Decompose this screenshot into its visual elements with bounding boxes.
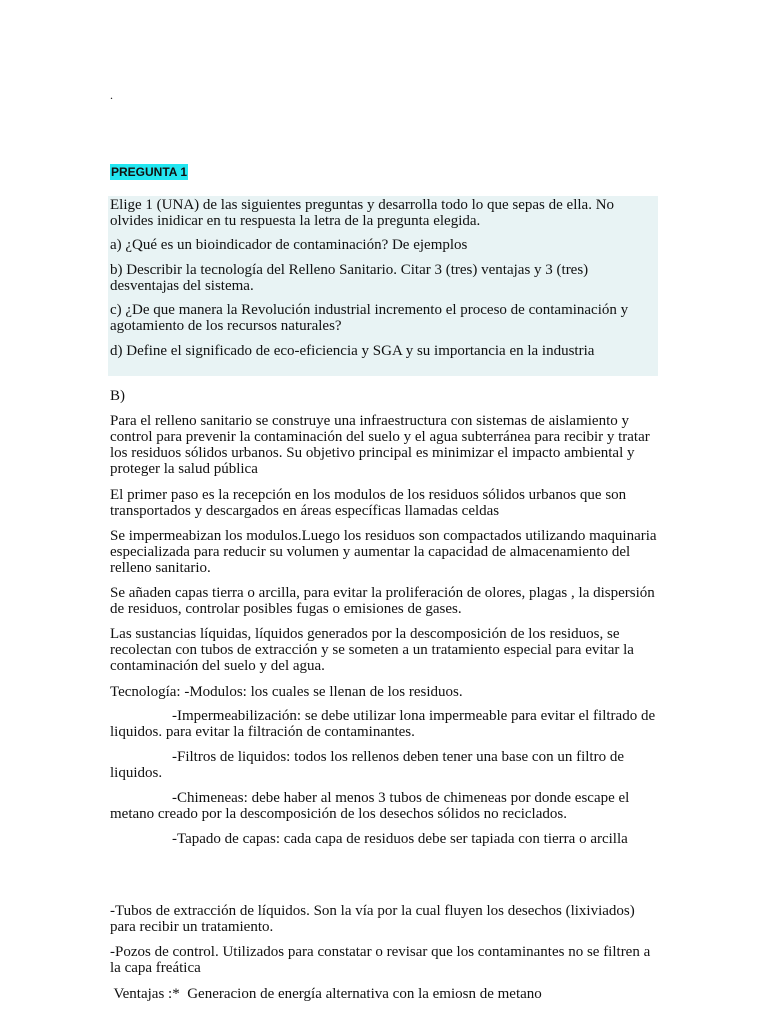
- answer-label: B): [110, 388, 125, 404]
- technology-item-tubos: -Tubos de extracción de líquidos. Son la vía por la cual fluyen los desechos (lixiviados) para recibir un tratamiento.: [110, 903, 635, 935]
- technology-item-pozos: -Pozos de control. Utilizados para constatar o revisar que los contaminantes no se filtren a la capa freática: [110, 944, 651, 976]
- technology-line: Tecnología: -Modulos: los cuales se llenan de los residuos.: [110, 684, 463, 700]
- answer-paragraph-1: Para el relleno sanitario se construye una infraestructura con sistemas de aislamiento y control para prevenir la contaminación del suelo y el agua subterránea para recibir y tratar los residuos sólidos urbanos. Su objetivo principal es minimizar el impacto ambiental y proteger la salud pública: [110, 413, 650, 477]
- question-b: b) Describir la tecnología del Relleno Sanitario. Citar 3 (tres) ventajas y 3 (tres) desventajas del sistema.: [110, 262, 589, 294]
- answer-paragraph-4: Se añaden capas tierra o arcilla, para evitar la proliferación de olores, plagas , la dispersión de residuos, controlar posibles fugas o emisiones de gases.: [110, 585, 655, 617]
- question-heading: PREGUNTA 1: [111, 165, 188, 179]
- ventajas-line: Ventajas :* Generacion de energía alternativa con la emiosn de metano: [110, 986, 542, 1002]
- technology-item-filtros: -Filtros de liquidos: todos los rellenos deben tener una base con un filtro de liquidos.: [110, 749, 624, 781]
- question-d: d) Define el significado de eco-eficiencia y SGA y su importancia en la industria: [110, 343, 595, 359]
- technology-item-impermeabilizacion: -Impermeabilización: se debe utilizar lona impermeable para evitar el filtrado de liquidos. para evitar la filtración de contaminantes.: [110, 708, 656, 740]
- question-a: a) ¿Qué es un bioindicador de contaminación? De ejemplos: [110, 237, 468, 253]
- technology-item-chimeneas: -Chimeneas: debe haber al menos 3 tubos de chimeneas por donde escape el metano creado por la descomposición de los desechos sólidos no reciclados.: [110, 790, 630, 822]
- technology-item-tapado: -Tapado de capas: cada capa de residuos debe ser tapiada con tierra o arcilla: [172, 831, 628, 847]
- answer-paragraph-2: El primer paso es la recepción en los modulos de los residuos sólidos urbanos que son transportados y descargados en áreas específicas llamadas celdas: [110, 487, 627, 519]
- questions-intro: Elige 1 (UNA) de las siguientes preguntas y desarrolla todo lo que sepas de ella. No olvides inidicar en tu respuesta la letra de la pregunta elegida.: [110, 197, 615, 229]
- answer-paragraph-5: Las sustancias líquidas, líquidos generados por la descomposición de los residuos, se recolectan con tubos de extracción y se someten a un tratamiento especial para evitar la contaminación del suelo y del agua.: [110, 626, 634, 674]
- stray-dot: .: [110, 88, 113, 102]
- answer-paragraph-3: Se impermeabizan los modulos.Luego los residuos son compactados utilizando maquinaria especializada para reducir su volumen y aumentar la capacidad de almacenamiento del relleno sanitario.: [110, 528, 657, 576]
- question-c: c) ¿De que manera la Revolución industrial incremento el proceso de contaminación y agotamiento de los recursos naturales?: [110, 302, 629, 334]
